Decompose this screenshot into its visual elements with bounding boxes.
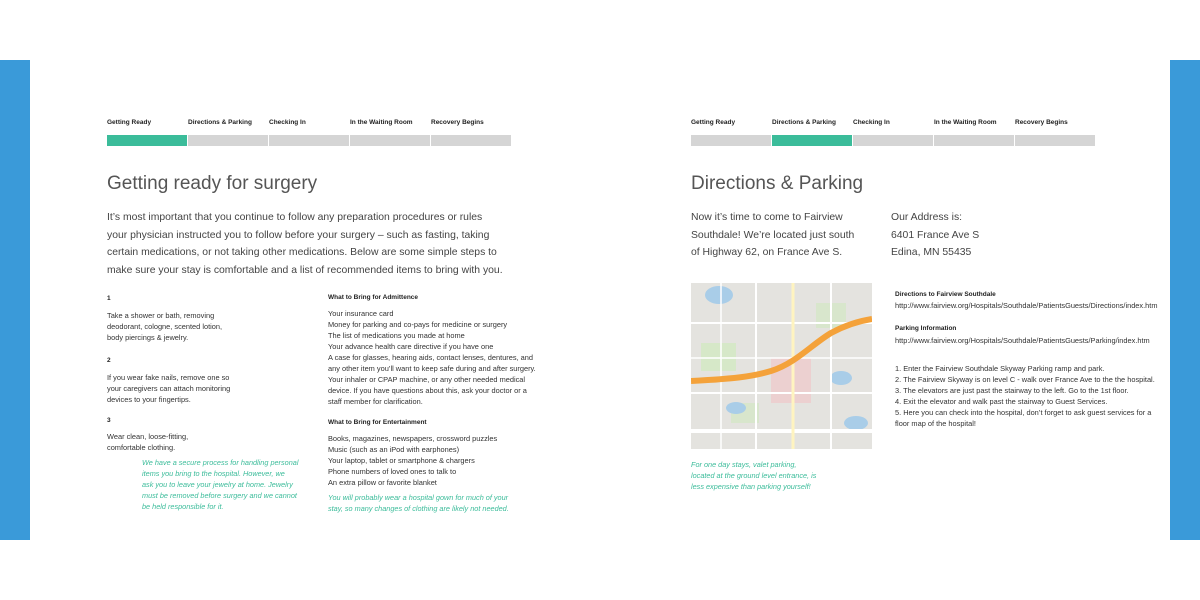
intro-line: Now it’s time to come to Fairview [691, 212, 843, 223]
valet-note [691, 459, 871, 492]
list-item: Your laptop, tablet or smartphone & chargers [328, 456, 475, 465]
list-item: Your insurance card [328, 309, 394, 318]
note-line: We have a secure process for handling personal [142, 458, 299, 467]
admittance-list [328, 308, 563, 407]
tab-getting-ready[interactable] [691, 119, 771, 146]
note-line: ask you to leave your jewelry at home. Jewelry [142, 480, 293, 489]
note-line: must be removed before surgery and we cannot [142, 491, 297, 500]
list-item: The list of medications you made at home [328, 331, 465, 340]
tab-progress-bar [772, 135, 852, 146]
tab-progress-bar [188, 135, 268, 146]
note-line: items you bring to the hospital. However, we [142, 469, 285, 478]
step-line: comfortable clothing. [107, 443, 176, 452]
intro-line: certain medications, or not taking other medications. Below are some simple steps to [107, 247, 497, 258]
intro-line: your physician instructed you to follow before your surgery – such as fasting, taking [107, 229, 490, 241]
list-item: 2. The Fairview Skyway is on level C - walk over France Ave to the the hospital. [895, 375, 1155, 384]
page-title: Getting ready for surgery [107, 173, 318, 194]
note-line: For one day stays, valet parking, [691, 460, 797, 469]
directions-heading: Directions to Fairview Southdale [895, 291, 996, 298]
map-graphic [691, 283, 872, 449]
step-number: 2 [107, 357, 111, 364]
step-line: devices to your fingertips. [107, 395, 191, 404]
list-item: any other item you’ll want to keep safe during and after surgery. [328, 364, 536, 373]
tab-label: Recovery Begins [1015, 119, 1068, 126]
tab-label: In the Waiting Room [350, 119, 413, 126]
jewelry-note [142, 457, 322, 512]
gown-note [328, 492, 568, 514]
tab-directions-parking[interactable] [188, 119, 268, 146]
note-line: be held responsible for it. [142, 502, 224, 511]
step-1-text [107, 310, 317, 343]
list-item: Phone numbers of loved ones to talk to [328, 467, 457, 476]
location-map[interactable] [691, 283, 872, 449]
step-line: deodorant, cologne, scented lotion, [107, 322, 223, 331]
list-item: device. If you have questions about this, ask your doctor or a [328, 386, 527, 395]
list-item: 1. Enter the Fairview Southdale Skyway Parking ramp and park. [895, 364, 1105, 373]
address-street: 6401 France Ave S [891, 229, 980, 241]
page-title: Directions & Parking [691, 173, 864, 194]
intro-line: It’s most important that you continue to follow any preparation procedures or rules [107, 212, 483, 223]
tab-label: In the Waiting Room [934, 119, 997, 126]
parking-steps [895, 363, 1167, 429]
step-line: Take a shower or bath, removing [107, 311, 215, 320]
list-item: Music (such as an iPod with earphones) [328, 445, 460, 454]
intro-line: make sure your stay is comfortable and a list of recommended items to bring with you. [107, 264, 503, 276]
tab-label: Getting Ready [107, 119, 152, 126]
step-number: 3 [107, 417, 111, 424]
tab-progress-bar [269, 135, 349, 146]
step-2-text [107, 372, 317, 405]
tab-recovery-begins[interactable] [431, 119, 511, 146]
tab-directions-parking[interactable] [772, 119, 852, 146]
parking-heading: Parking Information [895, 325, 957, 332]
note-line: less expensive than parking yourself! [691, 482, 811, 491]
step-3-text [107, 431, 317, 453]
parking-link-wrap [895, 336, 1170, 345]
right-accent-bar [1170, 60, 1200, 540]
list-item: floor map of the hospital! [895, 419, 976, 428]
tab-progress-bar [431, 135, 511, 146]
directions-link-wrap [895, 301, 1170, 310]
step-line: Wear clean, loose-fitting, [107, 432, 189, 441]
list-item: A case for glasses, hearing aids, contact lenses, dentures, and [328, 353, 534, 362]
left-accent-bar [0, 60, 30, 540]
note-line: stay, so many changes of clothing are likely not needed. [328, 504, 509, 513]
entertainment-list [328, 433, 563, 488]
note-line: You will probably wear a hospital gown for much of your [328, 493, 509, 502]
tab-label: Checking In [853, 119, 890, 126]
list-item: An extra pillow or favorite blanket [328, 478, 437, 487]
step-number: 1 [107, 295, 111, 302]
list-item: Books, magazines, newspapers, crossword puzzles [328, 434, 498, 443]
intro-paragraph [107, 209, 527, 279]
tab-checking-in[interactable] [853, 119, 933, 146]
right-progress-tabs [691, 119, 1096, 146]
tab-label: Recovery Begins [431, 119, 484, 126]
directions-intro [691, 209, 881, 262]
list-item: Money for parking and co-pays for medicine or surgery [328, 320, 508, 329]
address-city: Edina, MN 55435 [891, 247, 972, 258]
tab-waiting-room[interactable] [934, 119, 1014, 146]
list-item: staff member for clarification. [328, 397, 423, 406]
tab-progress-bar [934, 135, 1014, 146]
tab-waiting-room[interactable] [350, 119, 430, 146]
tab-label: Directions & Parking [772, 119, 836, 126]
list-item: Your inhaler or CPAP machine, or any other needed medical [328, 375, 526, 384]
tab-progress-bar [107, 135, 187, 146]
tab-label: Checking In [269, 119, 306, 126]
directions-link[interactable]: http://www.fairview.org/Hospitals/Southdale/PatientsGuests/Directions/index.htm [895, 301, 1158, 310]
list-item: 5. Here you can check into the hospital, don’t forget to ask guest services for a [895, 408, 1152, 417]
tab-label: Getting Ready [691, 119, 736, 126]
list-item: Your advance health care directive if you have one [328, 342, 494, 351]
tab-recovery-begins[interactable] [1015, 119, 1095, 146]
tab-checking-in[interactable] [269, 119, 349, 146]
admittance-heading: What to Bring for Admittence [328, 294, 419, 301]
intro-line: Southdale! We’re located just south [691, 229, 855, 241]
address-block [891, 209, 1041, 262]
entertainment-heading: What to Bring for Entertainment [328, 419, 427, 426]
list-item: 4. Exit the elevator and walk past the stairway to Guest Services. [895, 397, 1108, 406]
left-progress-tabs [107, 119, 512, 146]
step-line: If you wear fake nails, remove one so [107, 373, 230, 382]
step-line: body piercings & jewelry. [107, 333, 189, 342]
tab-progress-bar [350, 135, 430, 146]
tab-getting-ready[interactable] [107, 119, 187, 146]
parking-link[interactable]: http://www.fairview.org/Hospitals/Southdale/PatientsGuests/Parking/index.htm [895, 336, 1150, 345]
list-item: 3. The elevators are just past the stairway to the left. Go to the 1st floor. [895, 386, 1129, 395]
tab-progress-bar [1015, 135, 1095, 146]
tab-label: Directions & Parking [188, 119, 252, 126]
address-label: Our Address is: [891, 212, 963, 223]
intro-line: of Highway 62, on France Ave S. [691, 247, 843, 258]
tab-progress-bar [853, 135, 933, 146]
note-line: located at the ground level entrance, is [691, 471, 817, 480]
tab-progress-bar [691, 135, 771, 146]
step-line: your caregivers can attach monitoring [107, 384, 231, 393]
